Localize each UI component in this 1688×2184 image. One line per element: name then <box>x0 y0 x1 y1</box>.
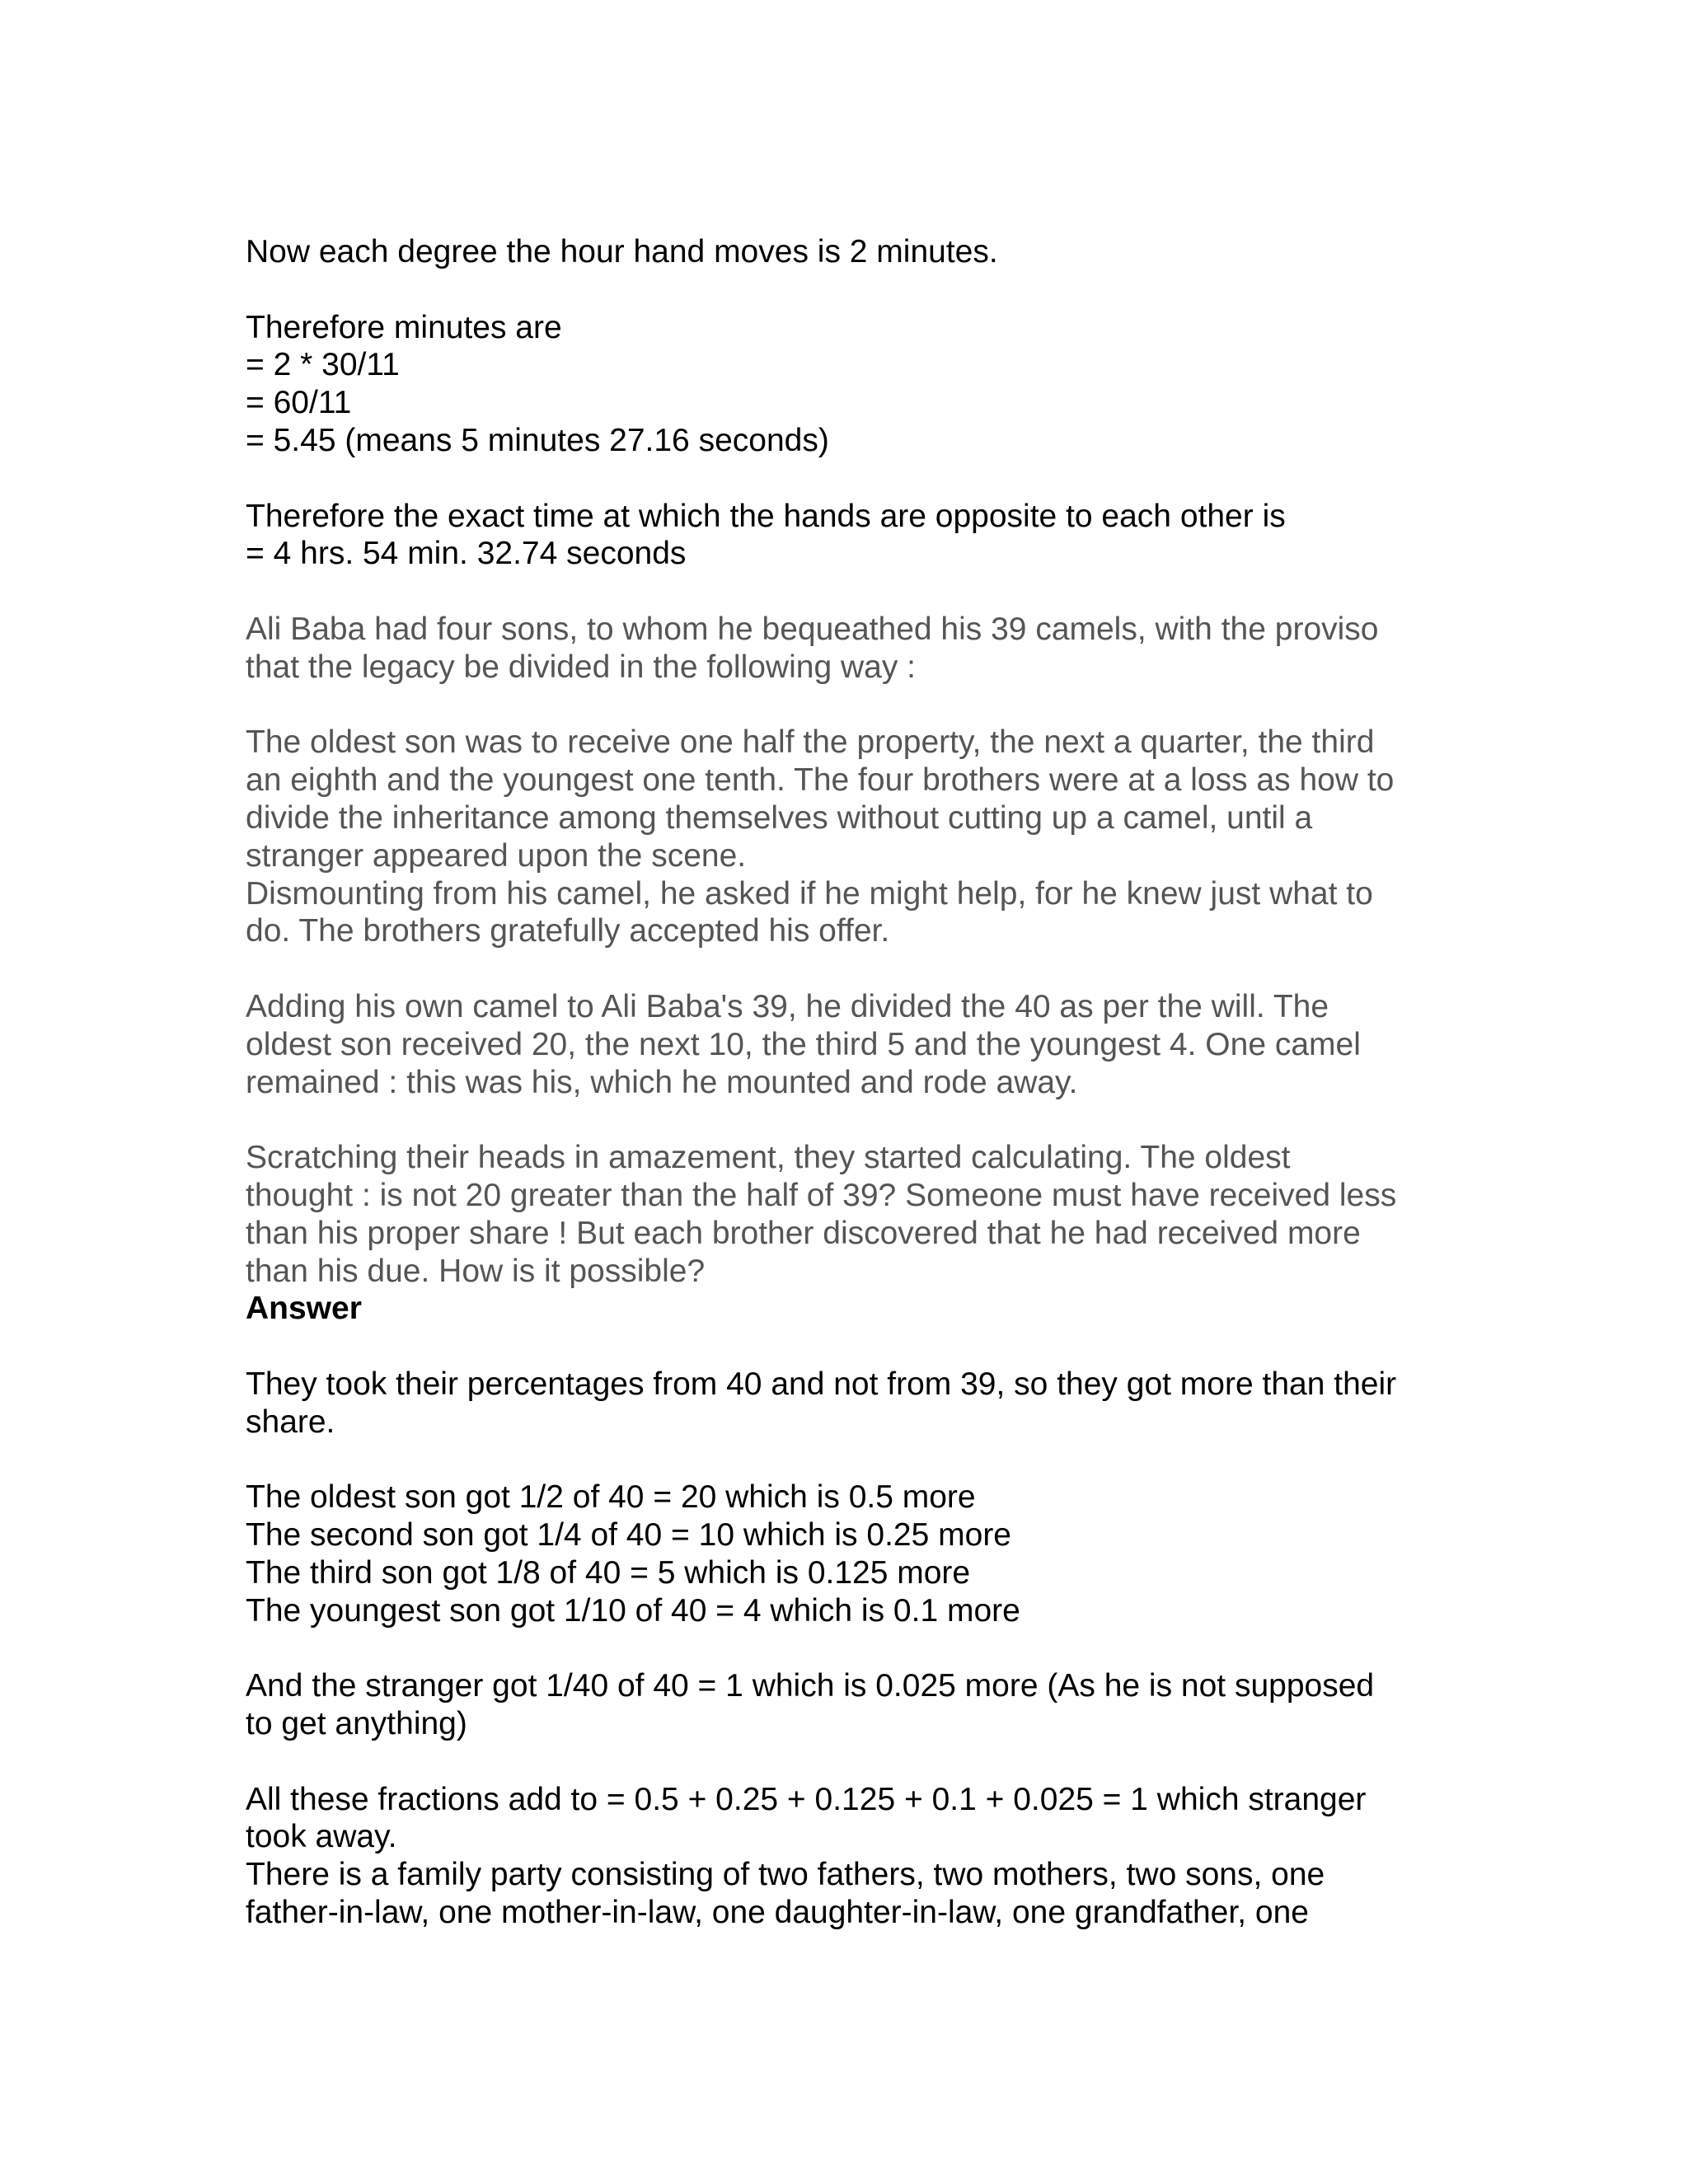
paragraph-gap <box>246 271 1449 309</box>
answer-heading: Answer <box>246 1291 362 1327</box>
answer-section <box>246 1290 1449 1856</box>
paragraph-gap <box>246 1328 1449 1366</box>
text-line: took away. <box>246 1819 397 1855</box>
text-line: Ali Baba had four sons, to whom he bequeathed his 39 camels, with the proviso <box>246 611 1379 647</box>
text-line: Therefore minutes are <box>246 309 562 345</box>
text-line: share. <box>246 1404 335 1440</box>
paragraph-gap <box>246 1101 1449 1139</box>
text-line: The oldest son got 1/2 of 40 = 20 which is 0.5 more <box>246 1479 976 1516</box>
text-line: than his due. How is it possible? <box>246 1253 706 1289</box>
text-line: All these fractions add to = 0.5 + 0.25 + 0.125 + 0.1 + 0.025 = 1 which stranger <box>246 1781 1367 1817</box>
family-puzzle-section <box>246 1856 1449 1932</box>
text-line: Now each degree the hour hand moves is 2 minutes. <box>246 234 998 269</box>
text-line: They took their percentages from 40 and not from 39, so they got more than their <box>246 1366 1397 1402</box>
paragraph-gap <box>246 950 1449 988</box>
text-line: The oldest son was to receive one half the property, the next a quarter, the third <box>246 724 1375 761</box>
document-page <box>246 233 1449 1932</box>
paragraph-gap <box>246 687 1449 724</box>
text-line: Scratching their heads in amazement, they started calculating. The oldest <box>246 1140 1291 1176</box>
text-line: oldest son received 20, the next 10, the third 5 and the youngest 4. One camel <box>246 1026 1361 1062</box>
text-line: divide the inheritance among themselves without cutting up a camel, until a <box>246 799 1313 836</box>
text-line: Adding his own camel to Ali Baba's 39, he divided the 40 as per the will. The <box>246 988 1329 1024</box>
text-line: = 2 * 30/11 <box>246 347 400 383</box>
text-line: The second son got 1/4 of 40 = 10 which is 0.25 more <box>246 1517 1011 1554</box>
paragraph-gap <box>246 573 1449 611</box>
text-line: The youngest son got 1/10 of 40 = 4 which is 0.1 more <box>246 1592 1020 1629</box>
text-line: There is a family party consisting of two fathers, two mothers, two sons, one <box>246 1857 1325 1893</box>
paragraph-gap <box>246 1743 1449 1781</box>
text-line: Dismounting from his camel, he asked if he might help, for he knew just what to <box>246 875 1373 912</box>
paragraph-gap <box>246 1629 1449 1667</box>
paragraph-gap <box>246 1441 1449 1479</box>
text-line: to get anything) <box>246 1706 467 1742</box>
text-line: than his proper share ! But each brother discovered that he had received more <box>246 1215 1361 1251</box>
clock-solution-section <box>246 233 1449 611</box>
text-line: = 5.45 (means 5 minutes 27.16 seconds) <box>246 422 829 458</box>
text-line: = 4 hrs. 54 min. 32.74 seconds <box>246 536 687 572</box>
text-line: And the stranger got 1/40 of 40 = 1 which is 0.025 more (As he is not supposed <box>246 1668 1375 1704</box>
text-line: remained : this was his, which he mounted and rode away. <box>246 1064 1078 1100</box>
text-line: Therefore the exact time at which the hands are opposite to each other is <box>246 498 1286 534</box>
text-line: that the legacy be divided in the following way : <box>246 649 917 685</box>
paragraph-gap <box>246 460 1449 498</box>
text-line: an eighth and the youngest one tenth. The four brothers were at a loss as how to <box>246 762 1395 799</box>
text-line: father-in-law, one mother-in-law, one daughter-in-law, one grandfather, one <box>246 1895 1309 1931</box>
text-line: The third son got 1/8 of 40 = 5 which is 0.125 more <box>246 1554 971 1591</box>
text-line: thought : is not 20 greater than the half of 39? Someone must have received less <box>246 1177 1397 1213</box>
camel-puzzle-section <box>246 611 1449 1290</box>
text-line: stranger appeared upon the scene. <box>246 837 747 874</box>
text-line: = 60/11 <box>246 385 352 421</box>
text-line: do. The brothers gratefully accepted his offer. <box>246 913 890 949</box>
